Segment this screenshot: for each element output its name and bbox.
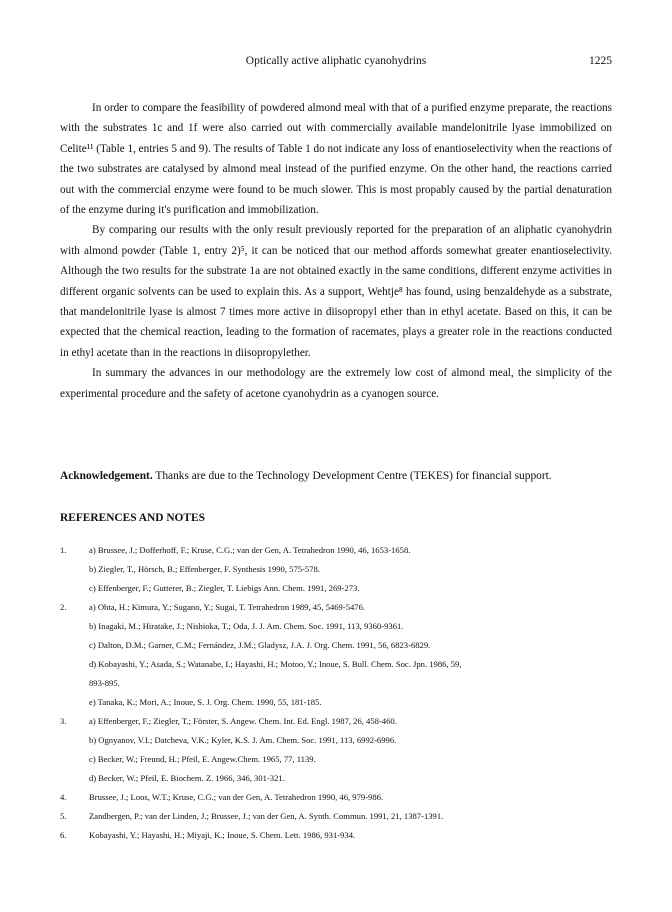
reference-item bbox=[60, 564, 620, 583]
references-heading: REFERENCES AND NOTES bbox=[60, 512, 205, 524]
acknowledgement-label: Acknowledgement. bbox=[60, 470, 153, 482]
reference-text: d) Kobayashi, Y.; Asada, S.; Watanabe, I.; Hayashi, H.; Motoo, Y.; Inoue, S. Bull. Chem. Soc. Jpn. 1986, 59, bbox=[89, 659, 462, 669]
reference-item bbox=[60, 583, 620, 602]
page-number: 1225 bbox=[589, 55, 612, 67]
running-title: Optically active aliphatic cyanohydrins bbox=[245, 55, 427, 67]
reference-number: 2. bbox=[60, 602, 67, 612]
reference-text: 893-895. bbox=[89, 678, 120, 688]
references-list bbox=[60, 545, 620, 849]
acknowledgement bbox=[60, 470, 612, 482]
reference-item bbox=[60, 735, 620, 754]
reference-text: c) Effenberger, F.; Gutterer, B.; Ziegler, T. Liebigs Ann. Chem. 1991, 269-273. bbox=[89, 583, 360, 593]
reference-text: b) Ziegler, T., Hörsch, B.; Effenberger, F. Synthesis 1990, 575-578. bbox=[89, 564, 320, 574]
running-header bbox=[60, 55, 612, 71]
reference-text: c) Becker, W.; Freund, H.; Pfeil, E. Angew.Chem. 1965, 77, 1139. bbox=[89, 754, 316, 764]
reference-item bbox=[60, 830, 620, 849]
reference-text: a) Brussee, J.; Dofferhoff, F.; Kruse, C.G.; van der Gen, A. Tetrahedron 1990, 46, 1653-1658. bbox=[89, 545, 411, 555]
reference-number: 1. bbox=[60, 545, 67, 555]
paragraph: In order to compare the feasibility of powdered almond meal with that of a purified enzyme preparate, the reactions with the substrates 1c and 1f were also carried out with commercially available mandelonitrile lyase immobilized on Celite¹¹ (Table 1, entries 5 and 9). The results of Table 1 do not indicate any loss of enantioselectivity when the reactions of the two substrates are catalysed by almond meal instead of the purified enzyme. On the other hand, the reactions carried out with the commercial enzyme were found to be much slower. This is most propably caused by the partial denaturation of the enzyme during it's purification and immobilization. bbox=[60, 102, 612, 217]
reference-item bbox=[60, 811, 620, 830]
paragraph: By comparing our results with the only result previously reported for the preparation of an aliphatic cyanohydrin with almond powder (Table 1, entry 2)⁵, it can be noticed that our method affords somewhat greater enantioselectivity. Although the two results for the substrate 1a are not obtained exactly in the same conditions, different enzyme activities in different organic solvents can be used to explain this. As a support, Wehtje⁸ has found, using benzaldehyde as a substrate, that mandelonitrile lyase is almost 7 times more active in diisopropyl ether than in ethyl acetate. Based on this, it can be expected that the chemical reaction, leading to the formation of racemates, plays a greater role in the reactions conducted in ethyl acetate than in the reactions in diisopropylether. bbox=[60, 224, 612, 359]
reference-text: a) Effenberger, F.; Ziegler, T.; Förster, S. Angew. Chem. Int. Ed. Engl. 1987, 26, 458-460. bbox=[89, 716, 397, 726]
reference-text: e) Tanaka, K.; Mori, A.; Inoue, S. J. Org. Chem. 1990, 55, 181-185. bbox=[89, 697, 322, 707]
reference-text: c) Dalton, D.M.; Garner, C.M.; Fernández, J.M.; Gladysz, J.A. J. Org. Chem. 1991, 56, 6823-6829. bbox=[89, 640, 431, 650]
reference-item bbox=[60, 754, 620, 773]
reference-item bbox=[60, 659, 620, 678]
reference-number: 6. bbox=[60, 830, 67, 840]
reference-number: 3. bbox=[60, 716, 67, 726]
reference-item bbox=[60, 697, 620, 716]
reference-text: d) Becker, W.; Pfeil, E. Biochem. Z. 1966, 346, 301-321. bbox=[89, 773, 285, 783]
reference-item bbox=[60, 602, 620, 621]
paragraph: In summary the advances in our methodology are the extremely low cost of almond meal, the simplicity of the experimental procedure and the safety of acetone cyanohydrin as a cyanogen source. bbox=[60, 367, 612, 400]
reference-text: b) Inagaki, M.; Hiratake, J.; Nishioka, T.; Oda, J. J. Am. Chem. Soc. 1991, 113, 9360-9361. bbox=[89, 621, 404, 631]
acknowledgement-text: Thanks are due to the Technology Development Centre (TEKES) for financial support. bbox=[155, 470, 552, 482]
body-text bbox=[60, 98, 612, 404]
reference-item bbox=[60, 545, 620, 564]
reference-text: Zandbergen, P.; van der Linden, J.; Brussee, J.; van der Gen, A. Synth. Commun. 1991, 21, 1387-1391. bbox=[89, 811, 444, 821]
reference-text: Brussee, J.; Loos, W.T.; Kruse, C.G.; van der Gen, A. Tetrahedron 1990, 46, 979-986. bbox=[89, 792, 384, 802]
reference-item bbox=[60, 792, 620, 811]
reference-text: b) Ognyanov, V.I.; Datcheva, V.K.; Kyler, K.S. J. Am. Chem. Soc. 1991, 113, 6992-6996. bbox=[89, 735, 397, 745]
reference-number: 5. bbox=[60, 811, 67, 821]
reference-number: 4. bbox=[60, 792, 67, 802]
reference-item bbox=[60, 678, 620, 697]
reference-item bbox=[60, 773, 620, 792]
reference-text: Kobayashi, Y.; Hayashi, H.; Miyaji, K.; Inoue, S. Chem. Lett. 1986, 931-934. bbox=[89, 830, 356, 840]
reference-item bbox=[60, 640, 620, 659]
reference-text: a) Ohta, H.; Kimura, Y.; Sugano, Y.; Sugai, T. Tetrahedron 1989, 45, 5469-5476. bbox=[89, 602, 366, 612]
reference-item bbox=[60, 621, 620, 640]
reference-item bbox=[60, 716, 620, 735]
